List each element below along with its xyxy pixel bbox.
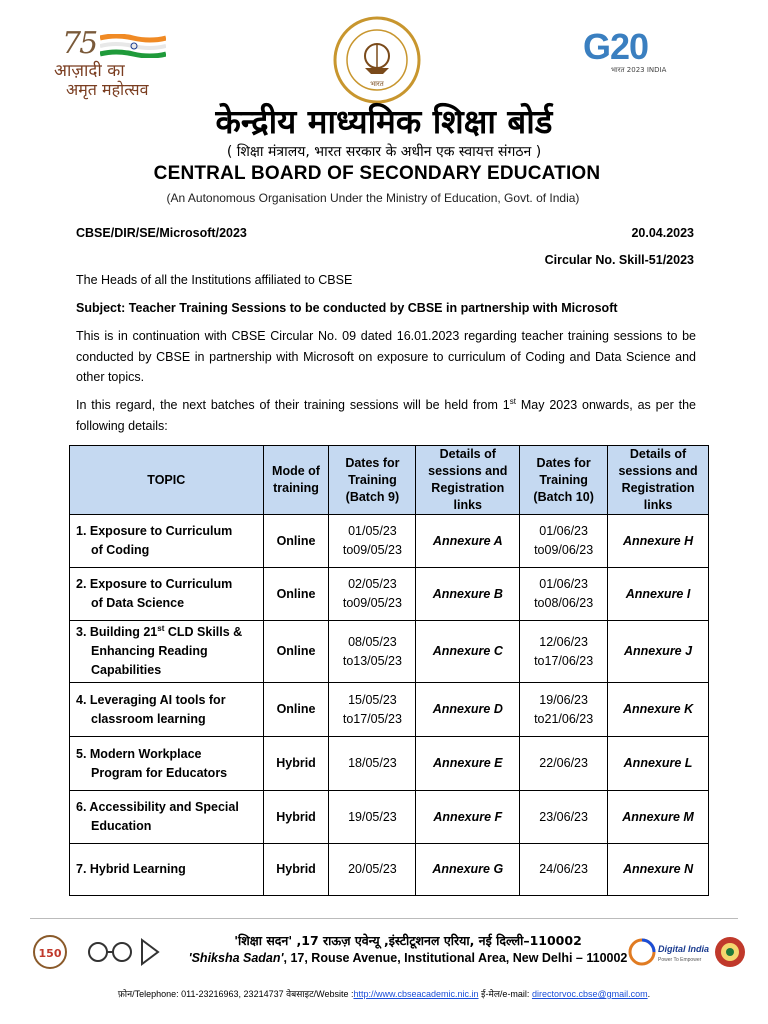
circular-date: 20.04.2023	[631, 226, 694, 240]
dates-batch10-cell	[520, 621, 608, 683]
dates-batch10-cell	[520, 683, 608, 737]
circular-number: Circular No. Skill-51/2023	[544, 253, 694, 267]
table-header-row	[70, 446, 709, 515]
header-dates-batch9: Dates for Training (Batch 9)	[329, 446, 416, 515]
website-link[interactable]: http://www.cbseacademic.nic.in	[353, 989, 479, 999]
annexure-batch9-link[interactable]: Annexure E	[416, 737, 520, 791]
annexure-batch9-link[interactable]: Annexure C	[416, 621, 520, 683]
dates-batch10-cell	[520, 568, 608, 621]
cbse-seal-logo	[333, 16, 421, 104]
annexure-batch10-link[interactable]: Annexure M	[608, 791, 709, 844]
date-line: 12/06/23 to	[534, 634, 588, 668]
header-topic: TOPIC	[70, 446, 264, 515]
mode-cell: Hybrid	[263, 737, 329, 791]
azadi-ka-amrit-mahotsav-logo	[52, 26, 192, 99]
azadi-line2: अमृत महोत्सव	[66, 80, 149, 99]
date-line: 19/06/23 to	[534, 692, 588, 726]
topic-line: 2. Exposure to Curriculum	[76, 577, 233, 591]
mode-cell: Hybrid	[263, 844, 329, 896]
topic-line: Capabilities	[91, 663, 162, 677]
footer-right-logos	[628, 928, 748, 976]
annexure-batch10-link[interactable]: Annexure K	[608, 683, 709, 737]
footer-address-rest: , 17, Rouse Avenue, Institutional Area, New Delhi – 110002	[283, 951, 628, 965]
table-row	[70, 515, 709, 568]
azadi-75-text: 75	[62, 26, 97, 61]
footer-address-hindi: 'शिक्षा सदन' ,17 राऊज़ एवेन्यू ,इंस्टीटूशनल एरिया, नई दिल्ली–110002	[234, 933, 582, 948]
dates-batch9-cell	[329, 568, 416, 621]
annexure-batch9-link[interactable]: Annexure F	[416, 791, 520, 844]
topic-line: 6. Accessibility and Special	[76, 800, 239, 814]
footer-contact-line	[0, 987, 768, 1000]
paragraph-2-sup: st	[509, 396, 516, 406]
date-line: 09/06/23	[544, 543, 594, 557]
tricolour-flag-icon	[100, 34, 166, 58]
footer-150-text: 150	[38, 947, 62, 960]
mode-cell: Online	[263, 515, 329, 568]
contact-prefix: फ़ोन/Telephone: 011-23216963, 23214737 वेबसाइट/Website :	[117, 989, 354, 999]
annexure-batch9-link[interactable]: Annexure A	[416, 515, 520, 568]
hindi-board-subtitle: ( शिक्षा मंत्रालय, भारत सरकार के अधीन एक स्वायत्त संगठन )	[226, 144, 542, 160]
contact-suffix: .	[647, 989, 651, 999]
paragraph-2-part-b: May 2023 onwards, as per the following details:	[76, 398, 697, 433]
hindi-board-title: केन्द्रीय माध्यमिक शिक्षा बोर्ड	[215, 102, 553, 141]
email-link[interactable]: directorvoc.cbse@gmail.com	[531, 989, 648, 999]
topic-cell	[70, 737, 264, 791]
annexure-batch10-link[interactable]: Annexure N	[608, 844, 709, 896]
dates-batch9-cell	[329, 683, 416, 737]
topic-line: Education	[91, 819, 152, 833]
topic-line: of Data Science	[91, 596, 185, 610]
date-line: 08/05/23 to	[342, 634, 397, 668]
annexure-batch9-link[interactable]: Annexure G	[416, 844, 520, 896]
g20-text: G20	[583, 26, 649, 67]
date-line: 09/05/23	[353, 596, 402, 610]
table-row	[70, 568, 709, 621]
mode-cell: Online	[263, 683, 329, 737]
footer-address-italic: 'Shiksha Sadan'	[188, 951, 284, 965]
dates-batch10-cell: 23/06/23	[520, 791, 608, 844]
topic-cell	[70, 515, 264, 568]
date-line: 09/05/23	[353, 543, 402, 557]
english-board-title: CENTRAL BOARD OF SECONDARY EDUCATION	[153, 163, 601, 184]
topic-line: 7. Hybrid Learning	[76, 862, 186, 876]
topic-cell	[70, 683, 264, 737]
topic-cell	[70, 844, 264, 896]
g20-subtext: भारत 2023 INDIA	[611, 66, 667, 74]
dates-batch9-cell	[329, 515, 416, 568]
mode-cell: Hybrid	[263, 791, 329, 844]
dates-batch9-cell: 20/05/23	[329, 844, 416, 896]
date-line: 01/06/23 to	[534, 524, 588, 557]
header-details-batch9: Details of sessions and Registration links	[416, 446, 520, 515]
topic-line: 5. Modern Workplace	[76, 746, 202, 761]
dates-batch9-cell: 19/05/23	[329, 791, 416, 844]
annexure-batch10-link[interactable]: Annexure I	[608, 568, 709, 621]
date-line: 02/05/23 to	[342, 577, 397, 610]
date-line: 01/05/23 to	[342, 524, 397, 557]
topic-line: 4. Leveraging AI tools for	[76, 692, 226, 707]
annexure-batch9-link[interactable]: Annexure B	[416, 568, 520, 621]
seal-inner-text: भारत	[370, 80, 384, 88]
topic-line-part: CLD Skills &	[164, 625, 243, 639]
header-dates-batch10: Dates for Training (Batch 10)	[520, 446, 608, 515]
paragraph-1: This is in continuation with CBSE Circular No. 09 dated 16.01.2023 regarding teacher training sessions to be conducted by CBSE in partnership with Microsoft on exposure to curriculum of Coding and Data Science and other topics.	[76, 329, 696, 384]
table-row	[70, 844, 709, 896]
english-board-subtitle: (An Autonomous Organisation Under the Ministry of Education, Govt. of India)	[166, 191, 580, 205]
topic-line-sup: st	[157, 623, 165, 633]
table-row	[70, 683, 709, 737]
table-row	[70, 791, 709, 844]
dates-batch10-cell: 24/06/23	[520, 844, 608, 896]
paragraph-2-part-a: In this regard, the next batches of their training sessions will be held from 1	[76, 398, 510, 412]
topic-line: classroom learning	[91, 711, 206, 726]
topic-line: Program for Educators	[91, 765, 228, 780]
annexure-batch9-link[interactable]: Annexure D	[416, 683, 520, 737]
table-row	[70, 621, 709, 683]
mode-cell: Online	[263, 621, 329, 683]
dates-batch10-cell	[520, 515, 608, 568]
table-row	[70, 737, 709, 791]
topic-cell	[70, 568, 264, 621]
dates-batch10-cell: 22/06/23	[520, 737, 608, 791]
header-details-batch10: Details of sessions and Registration links	[608, 446, 709, 515]
contact-mid: ई-मेल/e-mail:	[478, 989, 532, 999]
topic-line: 1. Exposure to Curriculum	[76, 524, 233, 538]
date-line: 01/06/23 to	[534, 577, 588, 610]
annexure-batch10-link[interactable]: Annexure J	[608, 621, 709, 683]
topic-line	[76, 623, 263, 642]
topic-cell	[70, 791, 264, 844]
date-line: 08/06/23	[544, 596, 594, 610]
annexure-batch10-link[interactable]: Annexure L	[608, 737, 709, 791]
footer-divider	[30, 918, 738, 919]
date-line: 13/05/23	[353, 653, 402, 668]
dates-batch9-cell: 18/05/23	[329, 737, 416, 791]
topic-line: Enhancing Reading	[91, 644, 208, 658]
annexure-batch10-link[interactable]: Annexure H	[608, 515, 709, 568]
g20-logo	[583, 26, 693, 86]
topic-line-part: 3. Building 21	[76, 625, 158, 639]
topic-line: of Coding	[91, 543, 150, 557]
date-line: 15/05/23 to	[342, 692, 397, 726]
paragraph-2	[76, 395, 696, 436]
dates-batch9-cell	[329, 621, 416, 683]
digital-india-text: Digital India	[658, 944, 710, 954]
reference-number: CBSE/DIR/SE/Microsoft/2023	[76, 226, 247, 240]
azadi-line1: आज़ादी का	[54, 61, 125, 81]
header-mode: Mode of training	[263, 446, 329, 515]
date-line: 17/05/23	[353, 711, 402, 726]
addressee: The Heads of all the Institutions affiliated to CBSE	[76, 273, 353, 287]
date-line: 21/06/23	[544, 711, 594, 726]
date-line: 17/06/23	[544, 653, 594, 668]
subject-line: Subject: Teacher Training Sessions to be conducted by CBSE in partnership with Microsoft	[76, 301, 618, 315]
mode-cell: Online	[263, 568, 329, 621]
topic-cell	[70, 621, 264, 683]
training-schedule-table	[69, 445, 709, 896]
digital-india-subtext: Power To Empower	[658, 957, 702, 963]
